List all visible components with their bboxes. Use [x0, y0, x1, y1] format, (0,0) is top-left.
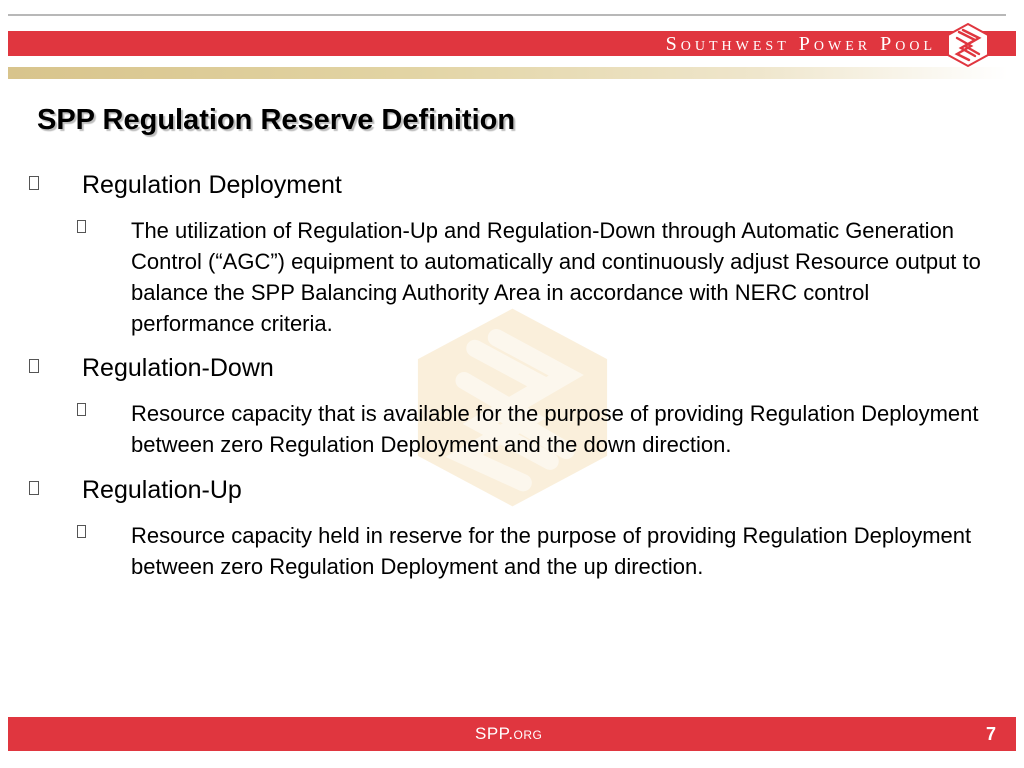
- header-bar: [8, 31, 1016, 56]
- bullet-square-icon: [77, 403, 86, 416]
- org-name: Southwest Power Pool: [665, 33, 936, 55]
- bullet-detail: Resource capacity that is available for the purpose of providing Regulation Deployment between zero Regulation Deployment and the down direction.: [131, 401, 979, 457]
- bullet-square-icon: [29, 176, 39, 190]
- bullet-detail: The utilization of Regulation-Up and Regulation-Down through Automatic Generation Control (“AGC”) equipment to automatically and continuously adjust Resource output to balance the SPP Balancing Authority Area in accordance with NERC control performance criteria.: [131, 218, 981, 336]
- footer-bar: [8, 717, 1016, 751]
- footer-site-link[interactable]: SPP.org: [475, 724, 543, 743]
- page-number: 7: [985, 724, 996, 744]
- bullet-detail: Resource capacity held in reserve for the purpose of providing Regulation Deployment between zero Regulation Deployment and the up direction.: [131, 523, 972, 579]
- spp-lattice-logo-icon: [945, 22, 991, 68]
- bullet-square-icon: [29, 481, 39, 495]
- bullet-heading: Regulation Deployment: [82, 171, 342, 199]
- bullet-heading: Regulation-Down: [82, 354, 274, 382]
- gold-accent-bar: [8, 67, 1008, 79]
- slide-title: SPP Regulation Reserve Definition: [37, 104, 516, 136]
- bullet-square-icon: [29, 359, 39, 373]
- bullet-square-icon: [77, 525, 86, 538]
- bullet-square-icon: [77, 220, 86, 233]
- top-divider: [8, 14, 1006, 16]
- bullet-heading: Regulation-Up: [82, 476, 242, 504]
